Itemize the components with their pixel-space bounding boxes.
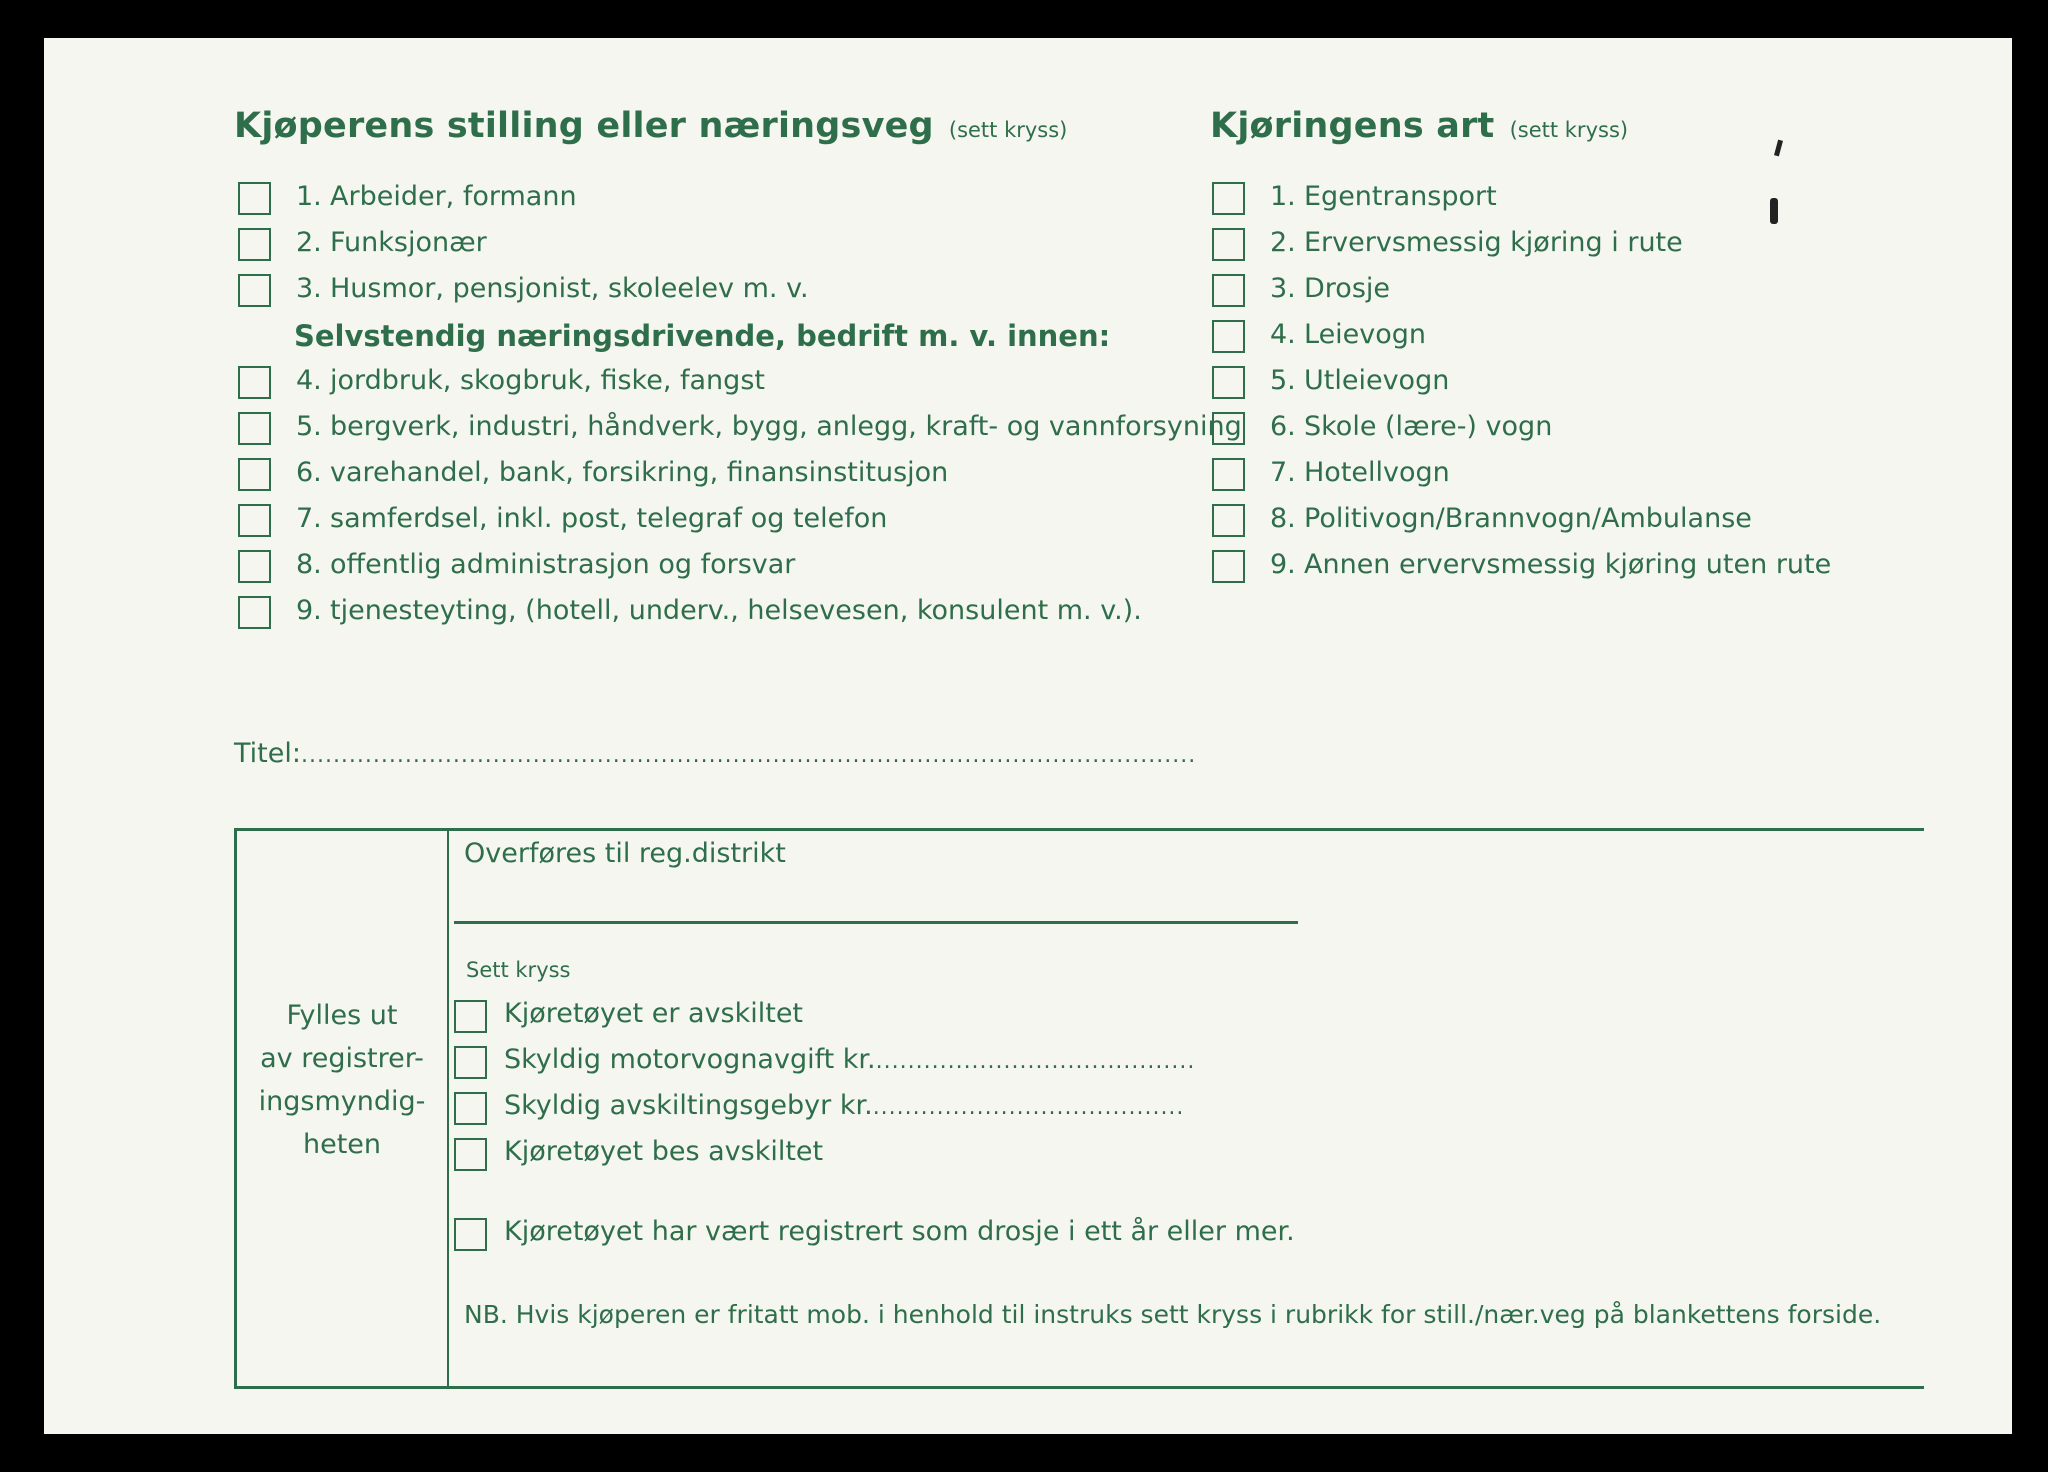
box-bottom-rule <box>234 1386 1924 1389</box>
transfer-label: Overføres til reg.distrikt <box>464 838 786 869</box>
checkbox-kjoring-1[interactable] <box>1212 182 1245 215</box>
checkbox-kjoring-3[interactable] <box>1212 274 1245 307</box>
titel-label: Titel: <box>234 738 301 769</box>
stilling-item-2: 2. Funksjonær <box>296 227 487 258</box>
kjoring-item-3: 3. Drosje <box>1270 273 1390 304</box>
avskiltingsgebyr-dots[interactable]: ....................................... <box>872 1095 1185 1120</box>
box-top-rule <box>234 828 1924 831</box>
stilling-item-5: 5. bergverk, industri, håndverk, bygg, anlegg, kraft- og vannforsyning <box>296 411 1242 442</box>
check-motorvognavgift-label: Skyldig motorvognavgift kr......................................... <box>504 1044 1196 1075</box>
left-section-note: (sett kryss) <box>948 118 1068 142</box>
checkbox-kjoring-9[interactable] <box>1212 550 1245 583</box>
titel-dots: ................................................................................................................ <box>300 743 1197 768</box>
checkbox-motorvognavgift[interactable] <box>454 1046 487 1079</box>
checkbox-stilling-1[interactable] <box>238 182 271 215</box>
stilling-item-8: 8. offentlig administrasjon og forsvar <box>296 549 796 580</box>
checkbox-kjoring-7[interactable] <box>1212 458 1245 491</box>
checkbox-avskiltet[interactable] <box>454 1000 487 1033</box>
kjoring-item-5: 5. Utleievogn <box>1270 365 1450 396</box>
kjoring-item-2: 2. Ervervsmessig kjøring i rute <box>1270 227 1683 258</box>
stilling-item-6: 6. varehandel, bank, forsikring, finansinstitusjon <box>296 457 949 488</box>
ink-mark-2 <box>1770 198 1778 224</box>
checkbox-bes-avskiltet[interactable] <box>454 1138 487 1171</box>
checkbox-stilling-6[interactable] <box>238 458 271 491</box>
check-avskiltet-label: Kjøretøyet er avskiltet <box>504 998 804 1029</box>
right-section-title: Kjøringens art <box>1210 106 1495 146</box>
kjoring-item-6: 6. Skole (lære-) vogn <box>1270 411 1553 442</box>
right-section-note: (sett kryss) <box>1509 118 1629 142</box>
left-section-title: Kjøperens stilling eller næringsveg <box>234 106 934 146</box>
checkbox-stilling-8[interactable] <box>238 550 271 583</box>
stilling-item-3: 3. Husmor, pensjonist, skoleelev m. v. <box>296 273 809 304</box>
kjoring-item-8: 8. Politivogn/Brannvogn/Ambulanse <box>1270 503 1752 534</box>
checkbox-kjoring-4[interactable] <box>1212 320 1245 353</box>
left-section-header <box>234 106 1067 146</box>
checkbox-kjoring-6[interactable] <box>1212 412 1245 445</box>
checkbox-avskiltingsgebyr[interactable] <box>454 1092 487 1125</box>
box-divider-rule <box>447 828 449 1389</box>
selvstendig-subheading: Selvstendig næringsdrivende, bedrift m. v. innen: <box>294 319 1111 353</box>
stilling-item-1: 1. Arbeider, formann <box>296 181 577 212</box>
checkbox-stilling-2[interactable] <box>238 228 271 261</box>
checkbox-kjoring-8[interactable] <box>1212 504 1245 537</box>
check-bes-avskiltet-label: Kjøretøyet bes avskiltet <box>504 1136 824 1167</box>
motorvognavgift-dots[interactable]: ........................................ <box>875 1049 1196 1074</box>
checkbox-stilling-3[interactable] <box>238 274 271 307</box>
form-sheet <box>44 38 2012 1434</box>
checkbox-kjoring-2[interactable] <box>1212 228 1245 261</box>
kjoring-item-1: 1. Egentransport <box>1270 181 1497 212</box>
stilling-item-9: 9. tjenesteyting, (hotell, underv., helsevesen, konsulent m. v.). <box>296 595 1142 626</box>
kjoring-item-4: 4. Leievogn <box>1270 319 1427 350</box>
checkbox-stilling-9[interactable] <box>238 596 271 629</box>
transfer-input-line[interactable] <box>454 921 1298 924</box>
sett-kryss-label: Sett kryss <box>466 958 571 982</box>
registry-side-label: Fylles ut av registrer- ingsmyndig- heten <box>258 1000 426 1160</box>
stilling-item-7: 7. samferdsel, inkl. post, telegraf og telefon <box>296 503 888 534</box>
checkbox-kjoring-5[interactable] <box>1212 366 1245 399</box>
checkbox-stilling-4[interactable] <box>238 366 271 399</box>
drosje-check-label: Kjøretøyet har vært registrert som drosje i ett år eller mer. <box>504 1216 1295 1247</box>
titel-field[interactable] <box>234 738 1196 769</box>
check-avskiltingsgebyr-label: Skyldig avskiltingsgebyr kr........................................ <box>504 1090 1185 1121</box>
checkbox-stilling-5[interactable] <box>238 412 271 445</box>
kjoring-item-9: 9. Annen ervervsmessig kjøring uten rute <box>1270 549 1832 580</box>
nb-note: NB. Hvis kjøperen er fritatt mob. i henhold til instruks sett kryss i rubrikk for still./nær.veg på blankettens forside. <box>464 1300 1882 1329</box>
right-section-header <box>1210 106 1628 146</box>
stilling-item-4: 4. jordbruk, skogbruk, fiske, fangst <box>296 365 765 396</box>
checkbox-stilling-7[interactable] <box>238 504 271 537</box>
checkbox-drosje[interactable] <box>454 1218 487 1251</box>
kjoring-item-7: 7. Hotellvogn <box>1270 457 1450 488</box>
